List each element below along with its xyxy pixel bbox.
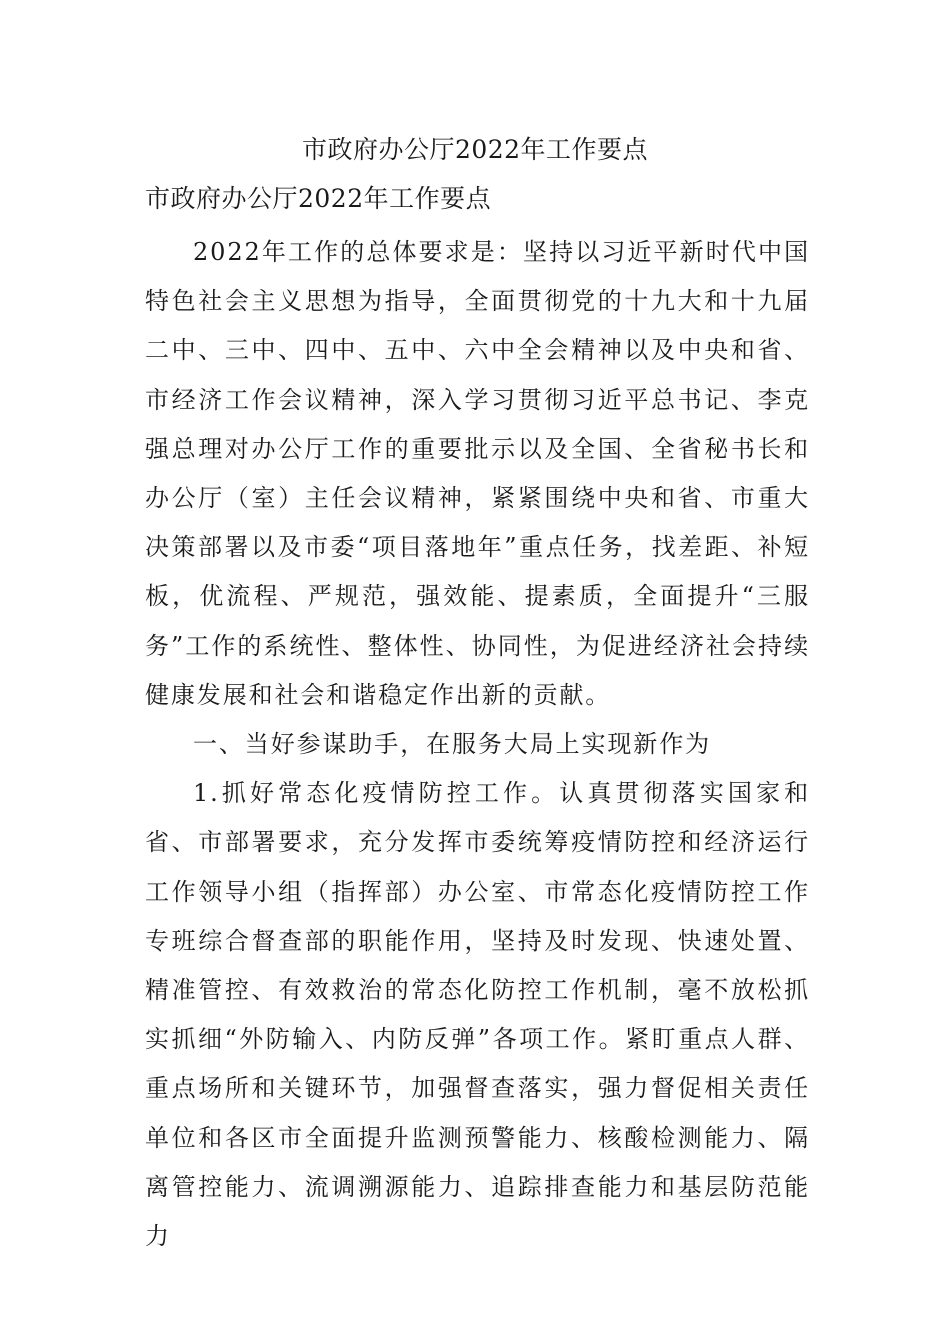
document-subtitle: 市政府办公厅2022年工作要点 bbox=[145, 184, 492, 213]
document-body bbox=[145, 228, 810, 1261]
document-title: 市政府办公厅2022年工作要点 bbox=[301, 135, 649, 164]
paragraph-overall-requirements: 2022年工作的总体要求是：坚持以习近平新时代中国特色社会主义思想为指导，全面贯彻党的十九大和十九届二中、三中、四中、五中、六中全会精神以及中央和省、市经济工作会议精神，深入学习贯彻习近平总书记、李克强总理对办公厅工作的重要批示以及全国、全省秘书长和办公厅（室）主任会议精神，紧紧围绕中央和省、市重大决策部署以及市委“项目落地年”重点任务，找差距、补短板，优流程、严规范，强效能、提素质，全面提升“三服务”工作的系统性、整体性、协同性，为促进经济社会持续健康发展和社会和谐稳定作出新的贡献。 bbox=[145, 238, 810, 709]
paragraph-item-1: 1.抓好常态化疫情防控工作。认真贯彻落实国家和省、市部署要求，充分发挥市委统筹疫情防控和经济运行工作领导小组（指挥部）办公室、市常态化疫情防控工作专班综合督查部的职能作用，坚持及时发现、快速处置、精准管控、有效救治的常态化防控工作机制，毫不放松抓实抓细“外防输入、内防反弹”各项工作。紧盯重点人群、重点场所和关键环节，加强督查落实，强力督促相关责任单位和各区市全面提升监测预警能力、核酸检测能力、隔离管控能力、流调溯源能力、追踪排查能力和基层防范能力 bbox=[145, 779, 810, 1251]
section-heading-1: 一、当好参谋助手，在服务大局上实现新作为 bbox=[193, 730, 711, 759]
